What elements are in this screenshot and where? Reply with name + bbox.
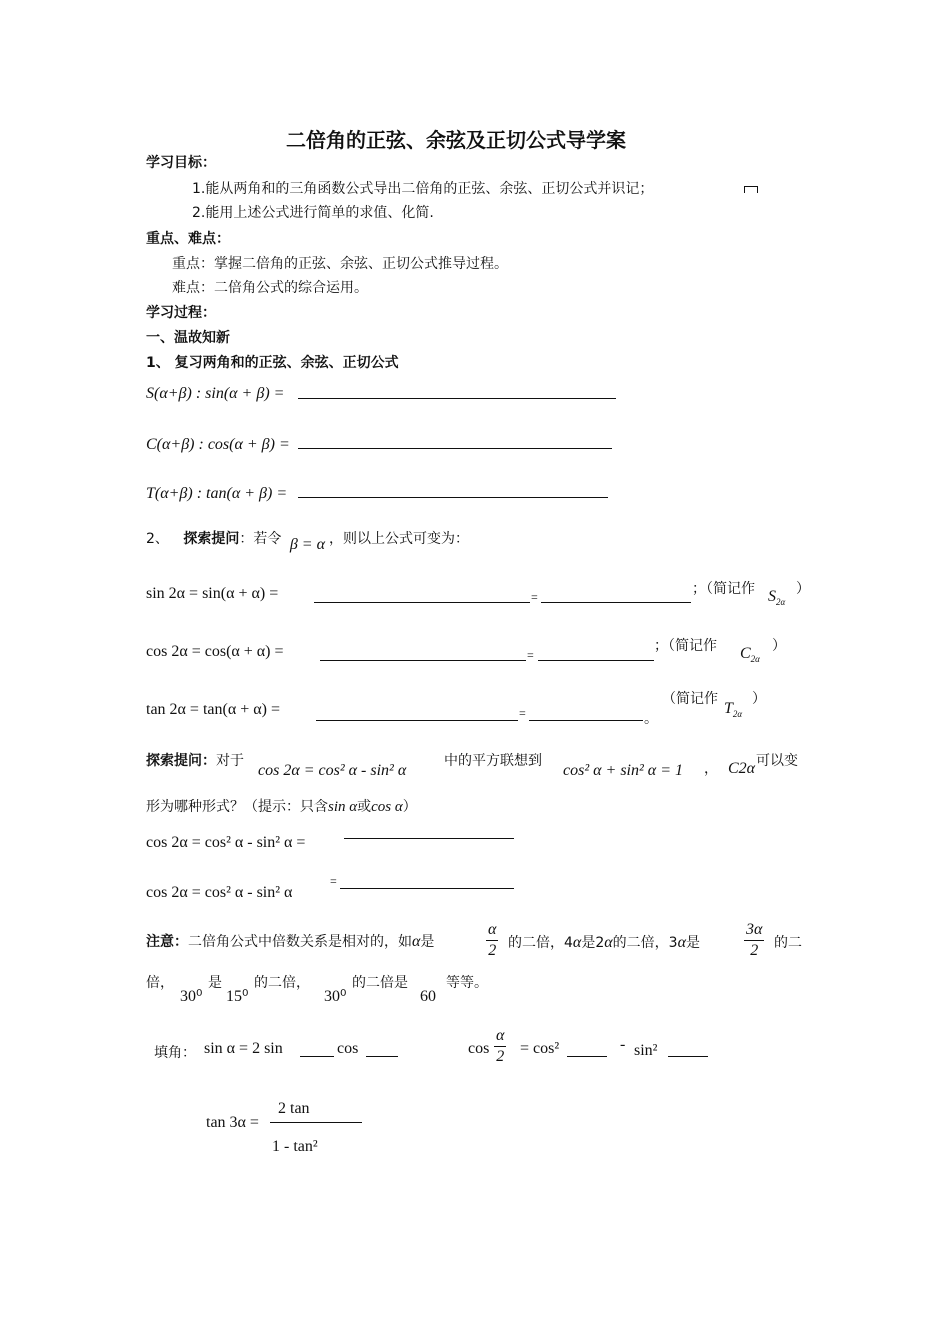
eq-sign-sin2a: = xyxy=(531,590,538,604)
note-alpha-3: α xyxy=(604,934,613,951)
note-bold: 注意： xyxy=(146,934,188,950)
fill-blank-4[interactable] xyxy=(668,1056,708,1057)
explore-text1: 对于 xyxy=(216,753,244,769)
formula-c: C(α+β) : cos(α + β) = xyxy=(146,436,290,453)
item2-math: β = α xyxy=(289,536,325,553)
keypoint-difficulty: 难点：二倍角公式的综合运用。 xyxy=(172,280,368,296)
note-text2: 的二倍，4 xyxy=(508,935,573,951)
note-half-fraction xyxy=(486,920,498,961)
note-text1: 二倍角公式中倍数关系是相对的，如 xyxy=(188,934,412,950)
fill-formula-2b: = cos² xyxy=(520,1040,560,1057)
label-c2a: C xyxy=(740,645,751,662)
note-alpha: α xyxy=(412,933,421,950)
fill-formula-1: sin α = 2 sin xyxy=(204,1040,283,1057)
note-double: 的二倍， xyxy=(254,975,310,991)
answer-line-tan2a-1 xyxy=(316,720,518,721)
formula-t: T(α+β) : tan(α + β) = xyxy=(146,485,288,502)
note-half-den: 2 xyxy=(488,942,497,959)
explore-or: 或 xyxy=(357,799,372,815)
note-tan2a-end: 。 xyxy=(644,711,658,727)
formula-cos2a: cos 2α = cos(α + α) = xyxy=(146,643,284,660)
explore-line2: 形为哪种形式？（提示：只含 xyxy=(146,799,328,815)
page-title: 二倍角的正弦、余弦及正切公式导学案 xyxy=(286,128,626,152)
objective-item-2: 2.能用上述公式进行简单的求值、化简. xyxy=(192,205,434,221)
note-frac2 xyxy=(744,920,764,961)
answer-line-sin2a-2 xyxy=(541,602,691,603)
note-sin2a: ；（简记作 xyxy=(692,581,755,597)
review-item-1: 1、 复习两角和的正弦、余弦、正切公式 xyxy=(146,355,399,371)
note-text3: 是2 xyxy=(581,935,605,951)
eq-sign-cos2a: = xyxy=(527,648,534,662)
answer-line-c xyxy=(298,448,612,449)
label-c2a-sub: 2α xyxy=(750,654,760,664)
fill-formula-2d: sin² xyxy=(634,1042,658,1059)
answer-line-cos2a-1 xyxy=(320,660,526,661)
note-text5: 的二 xyxy=(774,935,802,951)
explore-formula-2: cos 2α = cos² α - sin² α xyxy=(146,884,293,901)
formula-tan2a: tan 2α = tan(α + α) = xyxy=(146,701,280,718)
note-half-num: α xyxy=(486,920,498,941)
close-tan2a: ） xyxy=(752,691,766,707)
explore-formula-1: cos 2α = cos² α - sin² α = xyxy=(146,834,306,851)
explore-text2: 中的平方联想到 xyxy=(444,753,542,769)
answer-line-s xyxy=(298,398,616,399)
formula-sin2a: sin 2α = sin(α + α) = xyxy=(146,585,279,602)
explore-math3: C2α xyxy=(728,760,756,777)
note-v30: 30⁰ xyxy=(180,988,203,1005)
label-t2a-sub: 2α xyxy=(732,709,743,719)
explore-math1: cos 2α = cos² α - sin² α xyxy=(258,762,407,779)
item2-text: ：若令 xyxy=(239,531,282,547)
note-text4: 的二倍，3 xyxy=(612,935,678,951)
answer-line-sin2a-1 xyxy=(314,602,530,603)
answer-line-tan2a-2 xyxy=(529,720,643,721)
answer-line-t xyxy=(298,497,608,498)
item2-number: 2、 xyxy=(146,531,169,547)
label-s2a-sub: 2α xyxy=(776,597,786,607)
note-alpha-2: α xyxy=(572,934,582,951)
section-review: 一、温故知新 xyxy=(146,330,230,346)
item2-bold: 探索提问 xyxy=(183,531,240,547)
eq-sign-tan2a: = xyxy=(519,706,526,720)
note-etc: 等等。 xyxy=(446,975,488,991)
explore-bold: 探索提问： xyxy=(146,753,216,769)
process-heading: 学习过程： xyxy=(146,305,216,321)
answer-line-explore-1 xyxy=(344,838,514,839)
fill-label: 填角： xyxy=(154,1045,196,1061)
close-sin2a: ） xyxy=(796,581,810,597)
note-v30b: 30⁰ xyxy=(324,988,347,1005)
note-is2: 是 xyxy=(208,975,222,991)
fill-half-den: 2 xyxy=(496,1048,505,1065)
explore-cos: cos α xyxy=(371,799,403,815)
item2-suffix: ，则以上公式可变为： xyxy=(329,531,469,547)
note-v60: 60 xyxy=(420,988,436,1005)
small-bracket-mark xyxy=(744,186,758,193)
fill-half-num: α xyxy=(494,1026,506,1047)
answer-line-explore-2 xyxy=(340,888,514,889)
fill-formula-1b: cos xyxy=(337,1040,359,1057)
fill-blank-3[interactable] xyxy=(567,1056,607,1057)
fill-f3-fraction-bar xyxy=(270,1122,362,1123)
note-tan2a: （简记作 xyxy=(662,691,718,707)
keypoint-focus: 重点：掌握二倍角的正弦、余弦、正切公式推导过程。 xyxy=(172,256,508,272)
note-is: 是 xyxy=(420,934,435,950)
fill-formula-3: tan 3α = xyxy=(206,1114,259,1131)
explore-formula-2-eq: = xyxy=(330,874,337,888)
note-frac2-den: 2 xyxy=(750,942,759,959)
note-double2: 的二倍是 xyxy=(352,975,408,991)
fill-formula-2c: - xyxy=(620,1036,626,1053)
explore-math2: cos² α + sin² α = 1 xyxy=(563,762,683,779)
objectives-heading: 学习目标： xyxy=(146,155,216,171)
label-t2a: T xyxy=(724,700,733,717)
note-v15: 15⁰ xyxy=(226,988,249,1005)
note-line2: 倍， xyxy=(146,975,174,991)
close-cos2a: ） xyxy=(772,638,786,654)
note-is-2: 是 xyxy=(685,935,700,951)
explore-text4: 可以变 xyxy=(756,753,798,769)
fill-blank-2[interactable] xyxy=(366,1056,398,1057)
explore-sin: sin α xyxy=(328,799,358,815)
fill-formula-2a: cos xyxy=(468,1040,490,1057)
formula-s: S(α+β) : sin(α + β) = xyxy=(146,385,285,402)
objective-item-1: 1.能从两角和的三角函数公式导出二倍角的正弦、余弦、正切公式并识记； xyxy=(192,181,654,197)
fill-f3-den: 1 - tan² xyxy=(272,1138,318,1155)
fill-f3-num: 2 tan xyxy=(278,1100,310,1117)
answer-line-cos2a-2 xyxy=(538,660,654,661)
note-frac2-num: 3α xyxy=(744,920,764,941)
keypoints-heading: 重点、难点： xyxy=(146,231,230,247)
explore-close: ） xyxy=(402,799,417,815)
note-cos2a: ；（简记作 xyxy=(654,638,717,654)
note-alpha-4: α xyxy=(677,934,686,951)
fill-half-fraction xyxy=(494,1026,506,1067)
explore-text3: ， xyxy=(704,761,718,777)
label-s2a: S xyxy=(768,588,776,605)
fill-blank-1[interactable] xyxy=(300,1056,334,1057)
